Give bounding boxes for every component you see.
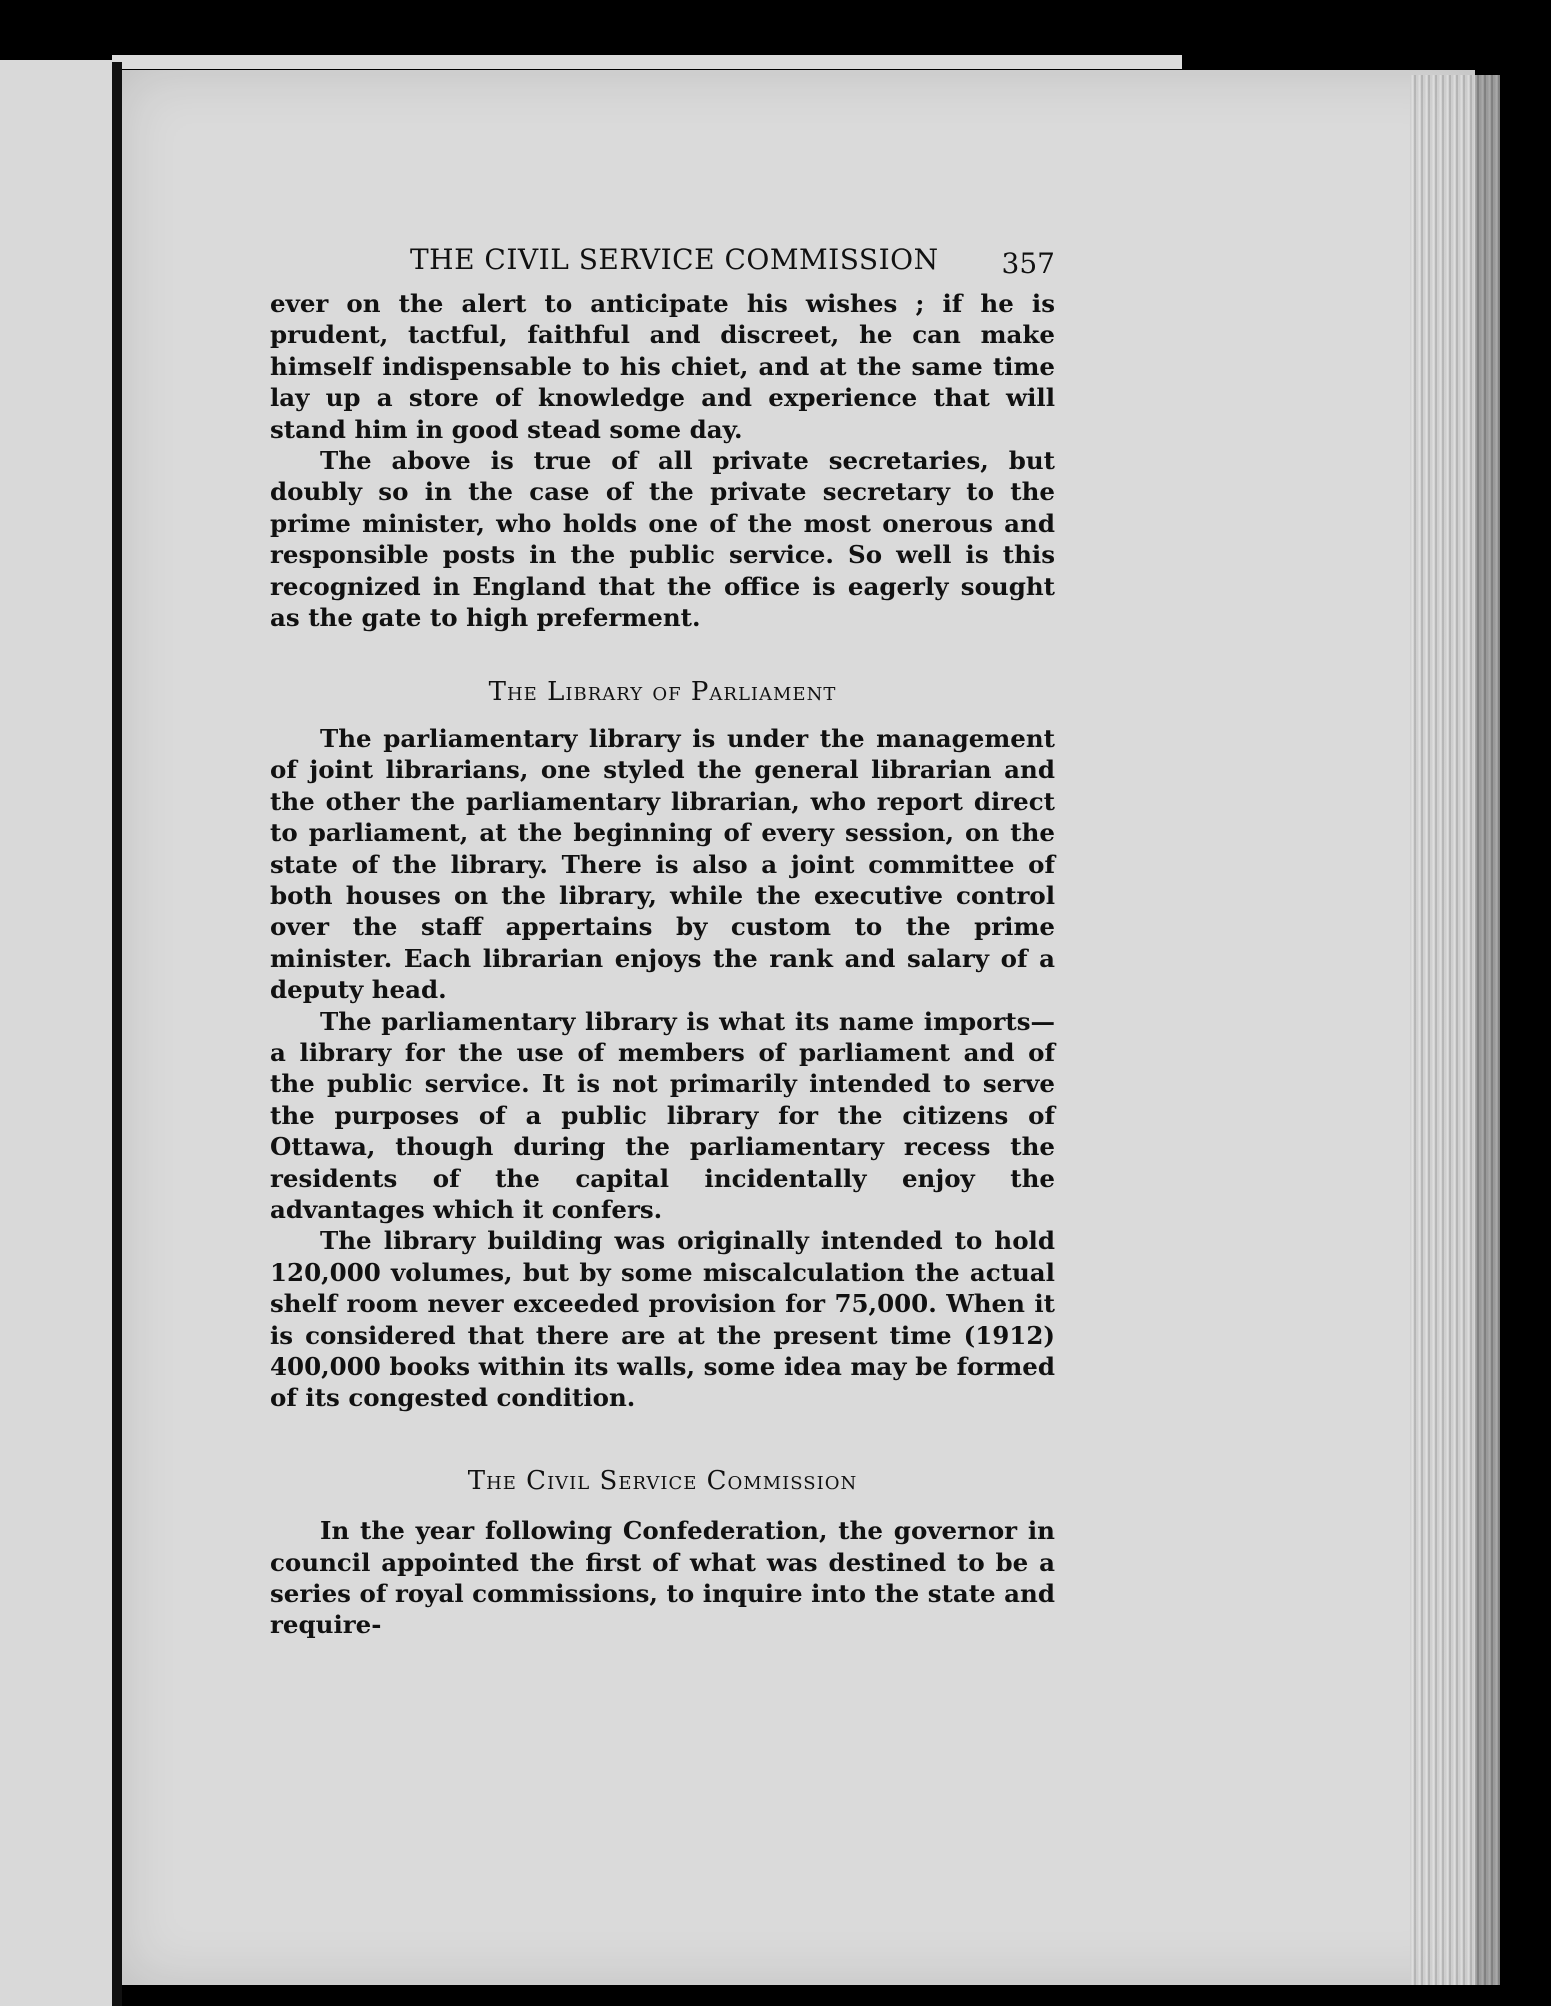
paragraph-continued: ever on the alert to anticipate his wishes ; if he is prudent, tactful, faithful and discreet, he can make himself indispensable to his chiet, and at the same time lay up a store of knowledge and experience that will stand him in good stead some day.	[270, 289, 1055, 444]
page-text-block	[270, 240, 1055, 1641]
paragraph: The above is true of all private secretaries, but doubly so in the case of the private secretary to the prime minister, who holds one of the most onerous and responsible posts in the public service. So well is this recognized in England that the office is eagerly sought as the gate to high preferment.	[270, 446, 1055, 633]
section-heading-commission: The Civil Service Commission	[467, 1465, 858, 1496]
facing-page-edge	[0, 60, 112, 2006]
running-head-title: THE CIVIL SERVICE COMMISSION	[410, 243, 939, 276]
page-fore-edge	[1410, 75, 1500, 1985]
page-top-edge	[112, 55, 1182, 69]
section-heading-library: The Library of Parliament	[488, 677, 837, 708]
page-number: 357	[1001, 247, 1055, 280]
paragraph: The parliamentary library is under the management of joint librarians, one styled the general librarian and the other the parliamentary librarian, who report direct to parliament, at the beginning of every session, on the state of the library. There is also a joint committee of both houses on the library, while the executive control over the staff appertains by custom to the prime minister. Each librarian enjoys the rank and salary of a deputy head.	[270, 723, 1055, 1005]
paragraph: The library building was originally intended to hold 120,000 volumes, but by some miscalculation the actual shelf room never exceeded provision for 75,000. When it is considered that there are at the present time (1912) 400,000 books within its walls, some idea may be formed of its congested condition.	[270, 1226, 1055, 1413]
paragraph: In the year following Confederation, the governor in council appointed the first of what was destined to be a series of royal commissions, to inquire into the state and require-	[270, 1516, 1055, 1640]
paragraph: The parliamentary library is what its name imports—a library for the use of members of parliament and of the public service. It is not primarily intended to serve the purposes of a public library for the citizens of Ottawa, though during the parliamentary recess the residents of the capital incidentally enjoy the advantages which it confers.	[270, 1006, 1055, 1224]
book-gutter	[112, 62, 122, 2006]
running-head	[270, 240, 1055, 288]
